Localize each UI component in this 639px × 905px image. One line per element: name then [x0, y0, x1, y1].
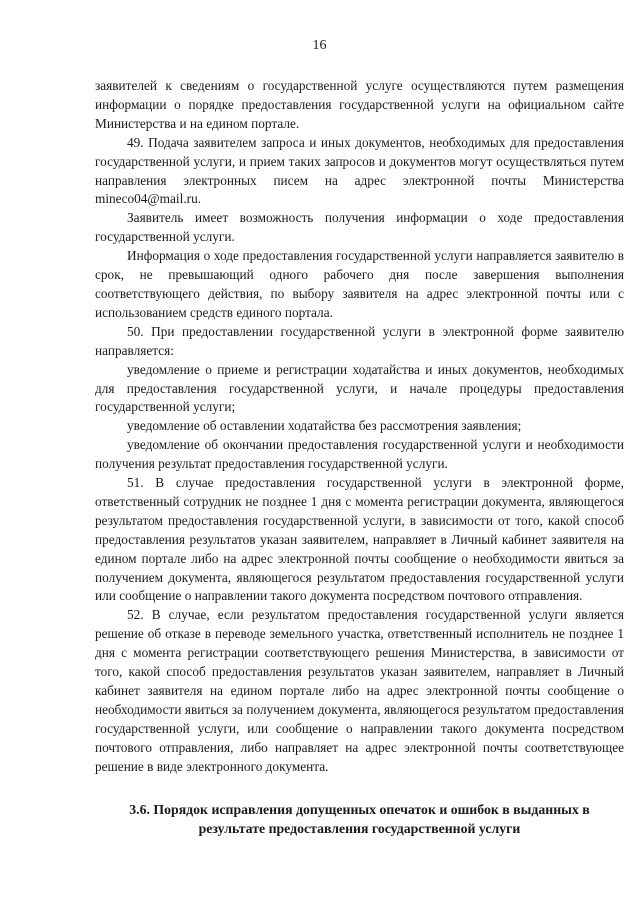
paragraph: 52. В случае, если результатом предоставления государственной услуги является решение об отказе в переводе земельного участка, ответственный исполнитель не позднее 1 дня с момента регистрации соответствующего решения Министерства, в зависимости от того, какой способ предоставления результатов указан заявителем, направляет в Личный кабинет заявителя на едином портале либо на адрес электронной почты сообщение о необходимости явиться за получением документа, являющегося результатом предоставления государственной услуги, или сообщение о направлении такого документа посредством почтового отправления, либо направляет на адрес электронной почты соответствующее решение в виде электронного документа.	[95, 607, 624, 774]
paragraph: заявителей к сведениям о государственной услуге осуществляются путем размещения информации о порядке предоставления государственной услуги на официальном сайте Министерства и на едином портале.	[95, 78, 624, 131]
page-number: 16	[312, 38, 327, 53]
document-body	[95, 77, 624, 777]
paragraph: Заявитель имеет возможность получения информации о ходе предоставления государственной услуги.	[95, 210, 624, 245]
paragraph: Информация о ходе предоставления государственной услуги направляется заявителю в срок, не превышающий одного рабочего дня после завершения выполнения соответствующего действия, по выбору заявителя на адрес электронной почты или с использованием средств единого портала.	[95, 248, 624, 320]
paragraph: уведомление о приеме и регистрации ходатайства и иных документов, необходимых для предоставления государственной услуги, и начале процедуры предоставления государственной услуги;	[95, 361, 624, 415]
paragraph: уведомление об окончании предоставления государственной услуги и необходимости получения результат предоставления государственной услуги.	[95, 437, 624, 472]
paragraph: уведомление об оставлении ходатайства без рассмотрения заявления;	[127, 418, 522, 434]
paragraph: 51. В случае предоставления государственной услуги в электронной форме, ответственный сотрудник не позднее 1 дня с момента регистрации документа, являющегося результатом предоставления государственной услуги, в зависимости от того, какой способ предоставления результатов указан заявителем, направляет в Личный кабинет заявителя на едином портале либо на адрес электронной почты сообщение о необходимости явиться за получением документа, являющегося результатом предоставления государственной услуги или сообщение о направлении такого документа посредством почтового отправления.	[95, 475, 624, 604]
paragraph: 50. При предоставлении государственной услуги в электронной форме заявителю направляется:	[95, 323, 624, 358]
section-heading: 3.6. Порядок исправления допущенных опечаток и ошибок в выданных в результате предоставления государственной услуги	[129, 802, 590, 836]
paragraph: 49. Подача заявителем запроса и иных документов, необходимых для предоставления государственной услуги, и прием таких запросов и документов могут осуществляться путем направления электронных писем на адрес электронной почты Министерства mineco04@mail.ru.	[95, 134, 624, 207]
